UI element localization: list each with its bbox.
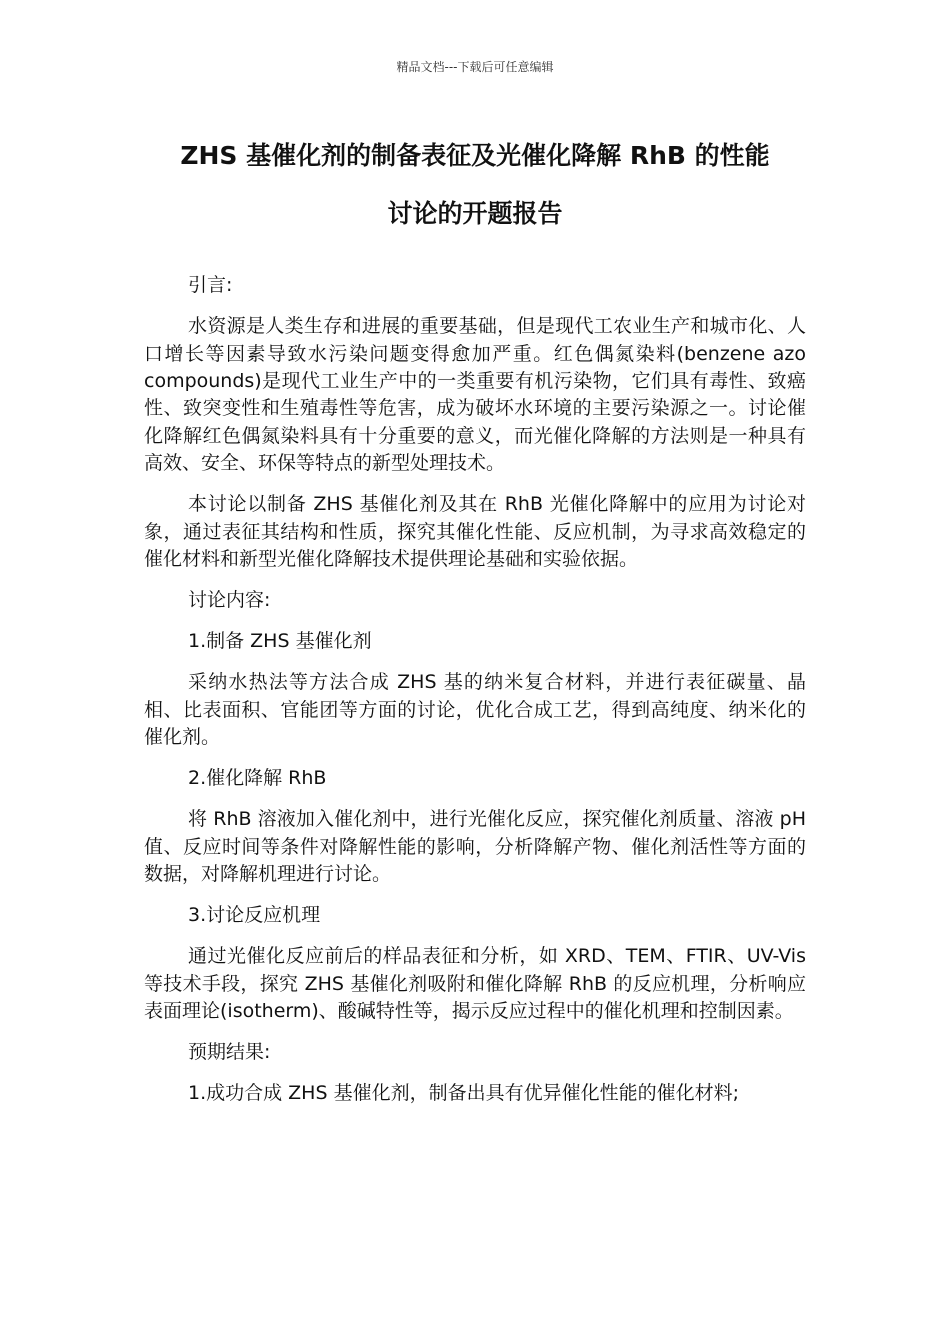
section-heading-content: 讨论内容:: [188, 589, 271, 612]
item-heading-2: 2.催化降解 RhB: [188, 767, 327, 790]
item-heading-1: 1.制备 ZHS 基催化剂: [188, 630, 372, 653]
paragraph-item-1: 采纳水热法等方法合成 ZHS 基的纳米复合材料，并进行表征碳量、晶相、比表面积、官能团等方面的讨论，优化合成工艺，得到高纯度、纳米化的催化剂。: [144, 671, 806, 749]
paragraph-item-3: 通过光催化反应前后的样品表征和分析，如 XRD、TEM、FTIR、UV-Vis 等技术手段，探究 ZHS 基催化剂吸附和催化降解 RhB 的反应机理，分析响应表面理论(isotherm)、酸碱特性等，揭示反应过程中的催化机理和控制因素。: [144, 945, 806, 1023]
section-heading-intro: 引言:: [188, 274, 233, 296]
paragraph-intro-2: 本讨论以制备 ZHS 基催化剂及其在 RhB 光催化降解中的应用为讨论对象，通过表征其结构和性质，探究其催化性能、反应机制，为寻求高效稳定的催化材料和新型光催化降解技术提供理论基础和实验依据。: [144, 493, 806, 571]
document-title-line-1: ZHS 基催化剂的制备表征及光催化降解 RhB 的性能: [180, 141, 770, 170]
item-heading-3: 3.讨论反应机理: [188, 904, 321, 927]
document-title-line-2: 讨论的开题报告: [387, 199, 563, 228]
header-note: 精品文档---下载后可任意编辑: [396, 60, 554, 74]
paragraph-item-2: 将 RhB 溶液加入催化剂中，进行光催化反应，探究催化剂质量、溶液 pH 值、反应时间等条件对降解性能的影响，分析降解产物、催化剂活性等方面的数据，对降解机理进行讨论。: [144, 808, 806, 886]
result-item-1: 1.成功合成 ZHS 基催化剂，制备出具有优异催化性能的催化材料;: [188, 1082, 739, 1105]
document-body: [144, 272, 806, 1121]
paragraph-intro-1: 水资源是人类生存和进展的重要基础，但是现代工农业生产和城市化、人口增长等因素导致水污染问题变得愈加严重。红色偶氮染料(benzene azo compounds)是现代工业生产中的一类重要有机污染物，它们具有毒性、致癌性、致突变性和生殖毒性等危害，成为破坏水环境的主要污染源之一。讨论催化降解红色偶氮染料具有十分重要的意义，而光催化降解的方法则是一种具有高效、安全、环保等特点的新型处理技术。: [144, 315, 806, 475]
section-heading-results: 预期结果:: [188, 1041, 271, 1064]
